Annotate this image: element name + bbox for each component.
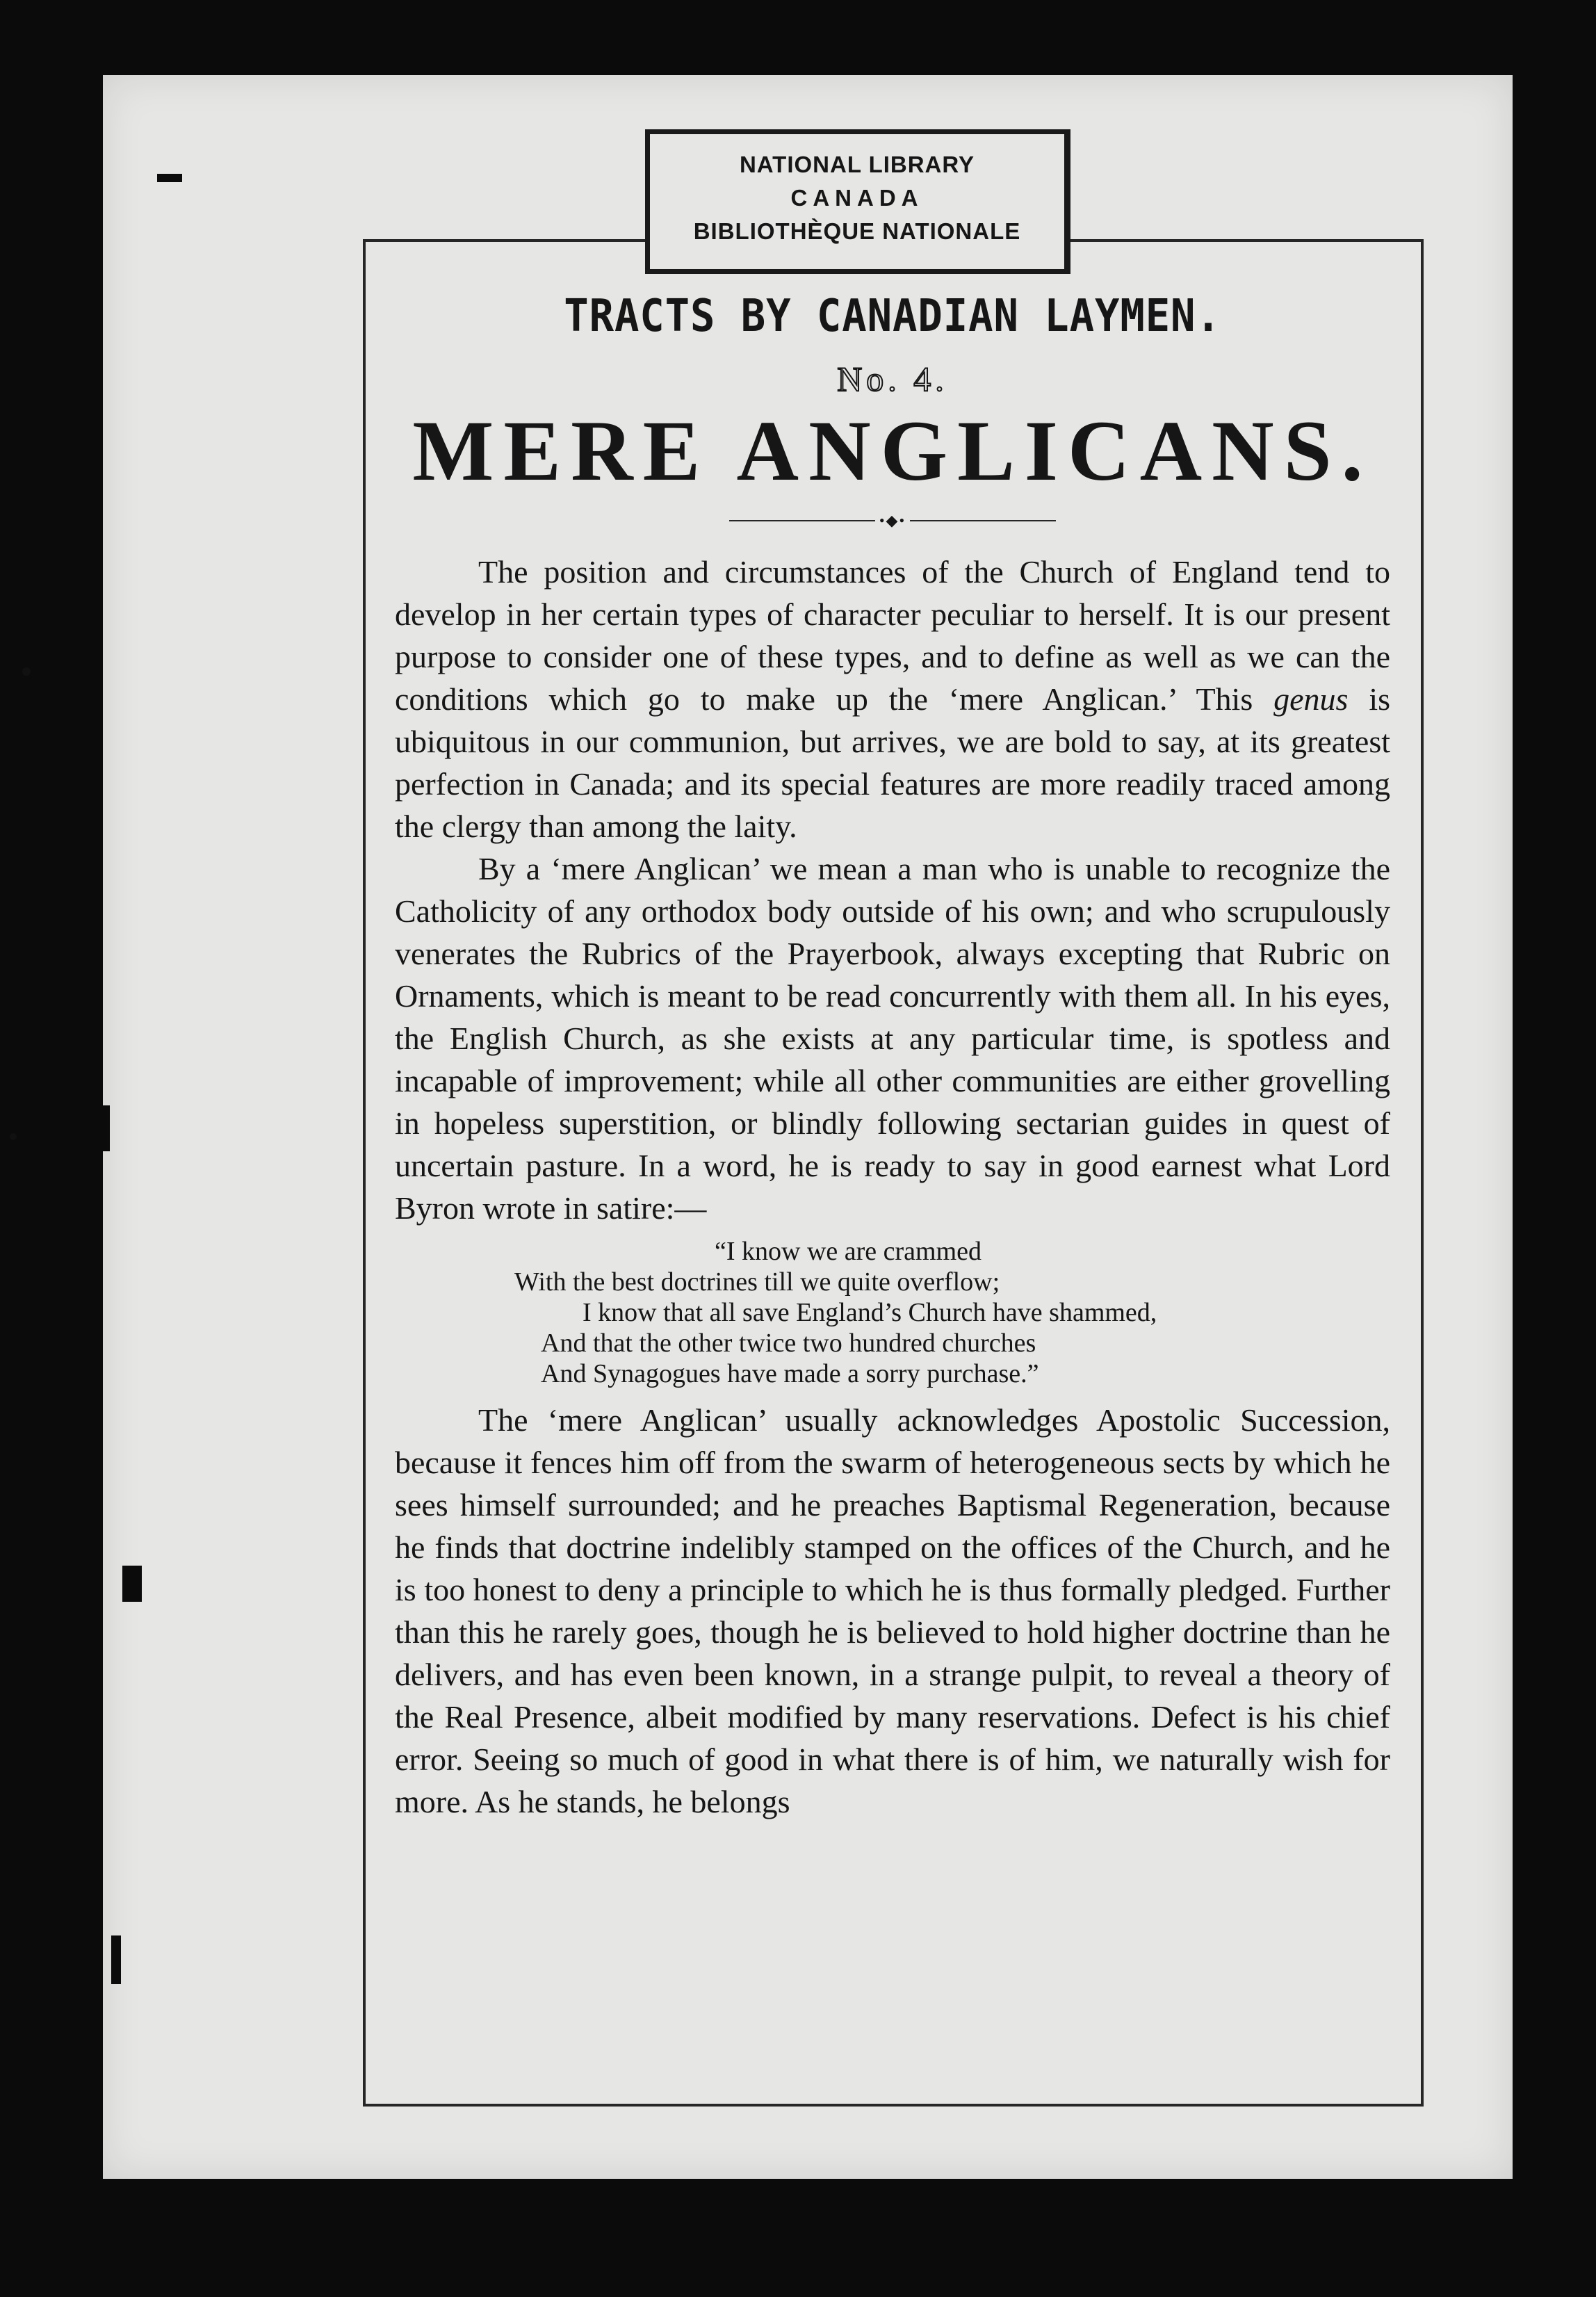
paragraph-1-text: The position and circumstances of the Church of England tend to develop in her certain types of character peculiar to herself. It is our present purpose to consider one of these types, and to define as well as we can the conditions which go to make up the ‘mere Anglican.’ This: [395, 554, 1390, 717]
series-title: TRACTS BY CANADIAN LAYMEN.: [564, 291, 1221, 342]
text-frame: [363, 239, 1424, 2107]
stamp-line-1: NATIONAL LIBRARY: [739, 152, 975, 177]
byron-quotation: [395, 1236, 1390, 1389]
poem-line: With the best doctrines till we quite overflow;: [514, 1267, 1000, 1297]
binding-mark: [122, 1566, 142, 1602]
tract-number: No. 4.: [837, 359, 948, 398]
rule-line: [729, 520, 875, 521]
library-stamp: [645, 129, 1070, 274]
paragraph-1: [395, 551, 1390, 847]
genus-italic: genus: [1273, 681, 1349, 717]
ornamental-rule: [395, 512, 1390, 530]
paragraph-2: By a ‘mere Anglican’ we mean a man who is unable to recognize the Catholicity of any orthodox body outside of his own; and who scrupulously venerates the Rubrics of the Prayerbook, always excepting that Rubric on Ornaments, which is meant to be read concurrently with them all. In his eyes, the English Church, as she exists at any particular time, is spotless and incapable of improvement; while all other communities are either grovelling in hopeless superstition, or blindly following sectarian guides in quest of uncertain pasture. In a word, he is ready to say in good earnest what Lord Byron wrote in satire:—: [395, 851, 1390, 1226]
text-column: [395, 242, 1390, 1823]
binding-mark: [157, 174, 182, 182]
poem-line: And that the other twice two hundred churches: [541, 1329, 1036, 1358]
paragraph-3: The ‘mere Anglican’ usually acknowledges Apostolic Succession, because it fences him off from the swarm of heterogeneous sects by which he sees himself surrounded; and he preaches Baptismal Regeneration, because he finds that doctrine indelibly stamped on the offices of the Church, and he is too honest to deny a principle to which he is thus formally pledged. Further than this he rarely goes, though he is believed to hold higher doctrine than he delivers, and has even been known, in a strange pulpit, to reveal a theory of the Real Presence, albeit modified by many reservations. Defect is his chief error. Seeing so much of good in what there is of him, we naturally wish for more. As he stands, he belongs: [395, 1402, 1390, 1819]
binding-mark: [103, 1105, 110, 1151]
stamp-line-3: BIBLIOTHÈQUE NATIONALE: [693, 218, 1021, 244]
paragraph-1-text-end: is ubiquitous in our communion, but arrives, we are bold to say, at its greatest perfection in Canada; and its special features are more readily traced among the clergy than among the laity.: [395, 681, 1390, 844]
rule-ornament: •◆•: [879, 512, 906, 529]
poem-line: And Synagogues have made a sorry purchase.”: [541, 1359, 1039, 1388]
stamp-line-2: CANADA: [790, 185, 924, 211]
rule-line: [910, 520, 1056, 521]
poem-line: I know that all save England’s Church have shammed,: [583, 1298, 1157, 1327]
binding-mark: [111, 1935, 121, 1984]
page-title: MERE ANGLICANS.: [412, 403, 1373, 498]
poem-line: “I know we are crammed: [715, 1237, 982, 1266]
